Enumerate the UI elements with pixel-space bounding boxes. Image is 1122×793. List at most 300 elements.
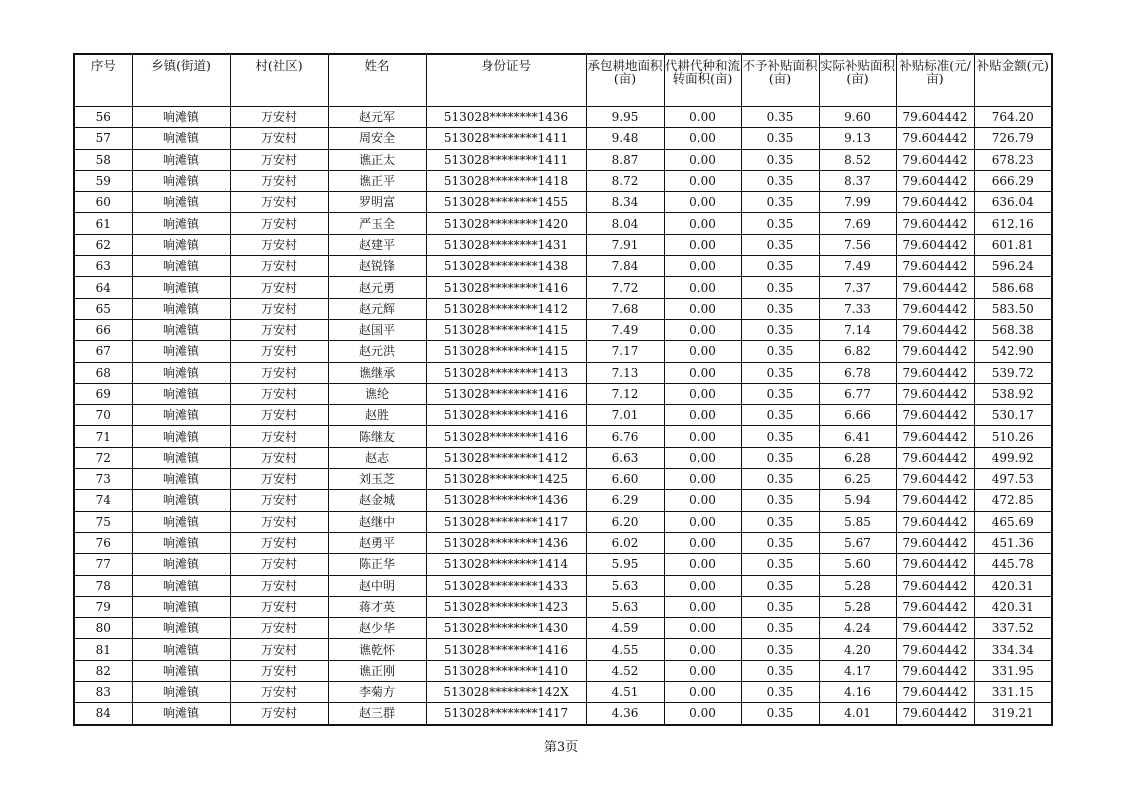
cell-col-contract-area: 7.17	[586, 341, 664, 362]
cell-col-transfer-area: 0.00	[664, 618, 741, 639]
cell-col-actual-area: 5.67	[819, 532, 896, 553]
cell-col-subsidy-amount: 538.92	[974, 383, 1052, 404]
cell-col-index: 74	[74, 490, 132, 511]
cell-col-actual-area: 4.01	[819, 703, 896, 725]
cell-col-subsidy-amount: 510.26	[974, 426, 1052, 447]
cell-col-transfer-area: 0.00	[664, 490, 741, 511]
cell-col-name: 赵志	[328, 447, 426, 468]
cell-col-name: 赵元军	[328, 107, 426, 128]
table-row	[74, 490, 1052, 511]
cell-col-actual-area: 6.25	[819, 469, 896, 490]
cell-col-town: 响滩镇	[132, 362, 230, 383]
cell-col-subsidy-amount: 678.23	[974, 149, 1052, 170]
cell-col-index: 67	[74, 341, 132, 362]
cell-col-subsidy-rate: 79.604442	[896, 575, 974, 596]
cell-col-transfer-area: 0.00	[664, 341, 741, 362]
cell-col-id-number: 513028********1420	[426, 213, 586, 234]
cell-col-index: 71	[74, 426, 132, 447]
cell-col-village: 万安村	[230, 234, 328, 255]
cell-col-id-number: 513028********1431	[426, 234, 586, 255]
cell-col-actual-area: 6.66	[819, 405, 896, 426]
cell-col-name: 谯纶	[328, 383, 426, 404]
cell-col-contract-area: 6.20	[586, 511, 664, 532]
header-col-actual-area: 实际补贴面积(亩)	[819, 54, 896, 107]
cell-col-actual-area: 4.16	[819, 682, 896, 703]
cell-col-transfer-area: 0.00	[664, 575, 741, 596]
cell-col-excluded-area: 0.35	[741, 469, 819, 490]
cell-col-transfer-area: 0.00	[664, 298, 741, 319]
cell-col-subsidy-rate: 79.604442	[896, 149, 974, 170]
cell-col-index: 77	[74, 554, 132, 575]
cell-col-village: 万安村	[230, 383, 328, 404]
cell-col-excluded-area: 0.35	[741, 107, 819, 128]
cell-col-id-number: 513028********1436	[426, 107, 586, 128]
header-col-index: 序号	[74, 54, 132, 107]
cell-col-contract-area: 4.36	[586, 703, 664, 725]
cell-col-subsidy-amount: 586.68	[974, 277, 1052, 298]
cell-col-subsidy-rate: 79.604442	[896, 703, 974, 725]
cell-col-id-number: 513028********1416	[426, 639, 586, 660]
cell-col-village: 万安村	[230, 149, 328, 170]
cell-col-town: 响滩镇	[132, 703, 230, 725]
cell-col-index: 79	[74, 596, 132, 617]
cell-col-excluded-area: 0.35	[741, 298, 819, 319]
cell-col-name: 陈继友	[328, 426, 426, 447]
cell-col-town: 响滩镇	[132, 660, 230, 681]
cell-col-contract-area: 7.49	[586, 319, 664, 340]
cell-col-subsidy-rate: 79.604442	[896, 341, 974, 362]
cell-col-name: 赵少华	[328, 618, 426, 639]
cell-col-actual-area: 6.41	[819, 426, 896, 447]
cell-col-village: 万安村	[230, 213, 328, 234]
cell-col-village: 万安村	[230, 128, 328, 149]
cell-col-contract-area: 9.48	[586, 128, 664, 149]
cell-col-name: 赵中明	[328, 575, 426, 596]
cell-col-contract-area: 6.02	[586, 532, 664, 553]
cell-col-index: 75	[74, 511, 132, 532]
cell-col-village: 万安村	[230, 511, 328, 532]
cell-col-id-number: 513028********1412	[426, 298, 586, 319]
cell-col-transfer-area: 0.00	[664, 511, 741, 532]
table-row	[74, 192, 1052, 213]
cell-col-subsidy-amount: 596.24	[974, 256, 1052, 277]
cell-col-transfer-area: 0.00	[664, 447, 741, 468]
cell-col-name: 赵勇平	[328, 532, 426, 553]
cell-col-transfer-area: 0.00	[664, 256, 741, 277]
table-row	[74, 469, 1052, 490]
cell-col-id-number: 513028********1411	[426, 128, 586, 149]
cell-col-transfer-area: 0.00	[664, 405, 741, 426]
cell-col-transfer-area: 0.00	[664, 532, 741, 553]
cell-col-index: 56	[74, 107, 132, 128]
cell-col-id-number: 513028********1455	[426, 192, 586, 213]
cell-col-town: 响滩镇	[132, 639, 230, 660]
cell-col-actual-area: 6.78	[819, 362, 896, 383]
cell-col-village: 万安村	[230, 319, 328, 340]
table-row	[74, 170, 1052, 191]
cell-col-actual-area: 7.49	[819, 256, 896, 277]
cell-col-actual-area: 4.24	[819, 618, 896, 639]
cell-col-excluded-area: 0.35	[741, 128, 819, 149]
cell-col-contract-area: 8.87	[586, 149, 664, 170]
cell-col-subsidy-amount: 465.69	[974, 511, 1052, 532]
cell-col-transfer-area: 0.00	[664, 170, 741, 191]
cell-col-subsidy-rate: 79.604442	[896, 192, 974, 213]
cell-col-subsidy-rate: 79.604442	[896, 660, 974, 681]
header-col-name: 姓名	[328, 54, 426, 107]
table-row	[74, 107, 1052, 128]
cell-col-transfer-area: 0.00	[664, 703, 741, 725]
cell-col-subsidy-amount: 499.92	[974, 447, 1052, 468]
cell-col-index: 66	[74, 319, 132, 340]
cell-col-subsidy-amount: 530.17	[974, 405, 1052, 426]
cell-col-subsidy-rate: 79.604442	[896, 469, 974, 490]
cell-col-town: 响滩镇	[132, 277, 230, 298]
table-row	[74, 277, 1052, 298]
cell-col-contract-area: 7.91	[586, 234, 664, 255]
cell-col-village: 万安村	[230, 596, 328, 617]
cell-col-town: 响滩镇	[132, 170, 230, 191]
cell-col-town: 响滩镇	[132, 128, 230, 149]
cell-col-subsidy-rate: 79.604442	[896, 618, 974, 639]
cell-col-index: 80	[74, 618, 132, 639]
cell-col-name: 李菊方	[328, 682, 426, 703]
cell-col-actual-area: 7.14	[819, 319, 896, 340]
cell-col-subsidy-rate: 79.604442	[896, 383, 974, 404]
cell-col-subsidy-rate: 79.604442	[896, 554, 974, 575]
cell-col-subsidy-amount: 568.38	[974, 319, 1052, 340]
cell-col-subsidy-rate: 79.604442	[896, 596, 974, 617]
cell-col-town: 响滩镇	[132, 192, 230, 213]
cell-col-excluded-area: 0.35	[741, 490, 819, 511]
cell-col-actual-area: 7.69	[819, 213, 896, 234]
cell-col-subsidy-amount: 612.16	[974, 213, 1052, 234]
cell-col-transfer-area: 0.00	[664, 554, 741, 575]
cell-col-contract-area: 6.29	[586, 490, 664, 511]
cell-col-town: 响滩镇	[132, 426, 230, 447]
cell-col-name: 赵锐锋	[328, 256, 426, 277]
cell-col-village: 万安村	[230, 618, 328, 639]
cell-col-subsidy-rate: 79.604442	[896, 426, 974, 447]
cell-col-actual-area: 5.28	[819, 575, 896, 596]
cell-col-subsidy-amount: 451.36	[974, 532, 1052, 553]
cell-col-contract-area: 8.04	[586, 213, 664, 234]
cell-col-index: 69	[74, 383, 132, 404]
table-row	[74, 405, 1052, 426]
cell-col-subsidy-amount: 319.21	[974, 703, 1052, 725]
cell-col-village: 万安村	[230, 298, 328, 319]
cell-col-index: 68	[74, 362, 132, 383]
table-row	[74, 298, 1052, 319]
cell-col-actual-area: 8.37	[819, 170, 896, 191]
cell-col-contract-area: 4.55	[586, 639, 664, 660]
cell-col-id-number: 513028********1416	[426, 426, 586, 447]
page-number: 第3页	[543, 740, 579, 755]
cell-col-village: 万安村	[230, 405, 328, 426]
cell-col-contract-area: 5.95	[586, 554, 664, 575]
cell-col-transfer-area: 0.00	[664, 362, 741, 383]
table-row	[74, 554, 1052, 575]
cell-col-contract-area: 5.63	[586, 575, 664, 596]
cell-col-transfer-area: 0.00	[664, 149, 741, 170]
cell-col-subsidy-rate: 79.604442	[896, 511, 974, 532]
cell-col-village: 万安村	[230, 490, 328, 511]
cell-col-excluded-area: 0.35	[741, 277, 819, 298]
cell-col-id-number: 513028********1416	[426, 277, 586, 298]
cell-col-subsidy-rate: 79.604442	[896, 213, 974, 234]
table-row	[74, 149, 1052, 170]
cell-col-subsidy-rate: 79.604442	[896, 234, 974, 255]
cell-col-name: 赵元洪	[328, 341, 426, 362]
header-col-transfer-area: 代耕代种和流转面积(亩)	[664, 54, 741, 107]
cell-col-contract-area: 8.72	[586, 170, 664, 191]
cell-col-contract-area: 7.13	[586, 362, 664, 383]
cell-col-index: 82	[74, 660, 132, 681]
cell-col-id-number: 513028********1412	[426, 447, 586, 468]
cell-col-transfer-area: 0.00	[664, 107, 741, 128]
cell-col-excluded-area: 0.35	[741, 256, 819, 277]
cell-col-village: 万安村	[230, 341, 328, 362]
cell-col-town: 响滩镇	[132, 469, 230, 490]
cell-col-transfer-area: 0.00	[664, 234, 741, 255]
cell-col-index: 84	[74, 703, 132, 725]
cell-col-village: 万安村	[230, 575, 328, 596]
table-row	[74, 447, 1052, 468]
cell-col-id-number: 513028********1436	[426, 532, 586, 553]
table-row	[74, 213, 1052, 234]
cell-col-subsidy-amount: 331.95	[974, 660, 1052, 681]
cell-col-subsidy-rate: 79.604442	[896, 447, 974, 468]
table-row	[74, 234, 1052, 255]
header-col-subsidy-rate: 补贴标准(元/亩)	[896, 54, 974, 107]
cell-col-excluded-area: 0.35	[741, 426, 819, 447]
table-row	[74, 341, 1052, 362]
cell-col-index: 60	[74, 192, 132, 213]
cell-col-id-number: 513028********1417	[426, 703, 586, 725]
cell-col-contract-area: 5.63	[586, 596, 664, 617]
cell-col-village: 万安村	[230, 277, 328, 298]
cell-col-excluded-area: 0.35	[741, 362, 819, 383]
cell-col-subsidy-amount: 445.78	[974, 554, 1052, 575]
cell-col-subsidy-rate: 79.604442	[896, 107, 974, 128]
cell-col-village: 万安村	[230, 554, 328, 575]
cell-col-index: 81	[74, 639, 132, 660]
cell-col-contract-area: 7.01	[586, 405, 664, 426]
cell-col-id-number: 513028********1430	[426, 618, 586, 639]
cell-col-name: 谯继承	[328, 362, 426, 383]
cell-col-actual-area: 9.60	[819, 107, 896, 128]
cell-col-transfer-area: 0.00	[664, 660, 741, 681]
cell-col-subsidy-rate: 79.604442	[896, 298, 974, 319]
cell-col-town: 响滩镇	[132, 383, 230, 404]
cell-col-name: 周安全	[328, 128, 426, 149]
cell-col-town: 响滩镇	[132, 447, 230, 468]
cell-col-transfer-area: 0.00	[664, 426, 741, 447]
cell-col-subsidy-amount: 420.31	[974, 596, 1052, 617]
cell-col-index: 76	[74, 532, 132, 553]
cell-col-transfer-area: 0.00	[664, 682, 741, 703]
cell-col-subsidy-amount: 666.29	[974, 170, 1052, 191]
cell-col-town: 响滩镇	[132, 618, 230, 639]
table-row	[74, 319, 1052, 340]
cell-col-id-number: 513028********1416	[426, 383, 586, 404]
table-row	[74, 256, 1052, 277]
cell-col-town: 响滩镇	[132, 596, 230, 617]
cell-col-subsidy-rate: 79.604442	[896, 170, 974, 191]
cell-col-subsidy-rate: 79.604442	[896, 405, 974, 426]
cell-col-index: 59	[74, 170, 132, 191]
cell-col-name: 谯正刚	[328, 660, 426, 681]
cell-col-transfer-area: 0.00	[664, 469, 741, 490]
table-row	[74, 511, 1052, 532]
cell-col-subsidy-rate: 79.604442	[896, 362, 974, 383]
cell-col-name: 赵金城	[328, 490, 426, 511]
cell-col-contract-area: 6.76	[586, 426, 664, 447]
cell-col-subsidy-amount: 601.81	[974, 234, 1052, 255]
cell-col-subsidy-rate: 79.604442	[896, 639, 974, 660]
cell-col-town: 响滩镇	[132, 490, 230, 511]
cell-col-id-number: 513028********1418	[426, 170, 586, 191]
cell-col-excluded-area: 0.35	[741, 511, 819, 532]
cell-col-actual-area: 4.17	[819, 660, 896, 681]
cell-col-town: 响滩镇	[132, 107, 230, 128]
cell-col-index: 63	[74, 256, 132, 277]
cell-col-id-number: 513028********1433	[426, 575, 586, 596]
table-row	[74, 703, 1052, 725]
cell-col-village: 万安村	[230, 703, 328, 725]
cell-col-excluded-area: 0.35	[741, 341, 819, 362]
cell-col-village: 万安村	[230, 639, 328, 660]
cell-col-index: 58	[74, 149, 132, 170]
cell-col-index: 78	[74, 575, 132, 596]
cell-col-subsidy-rate: 79.604442	[896, 256, 974, 277]
table-row	[74, 362, 1052, 383]
cell-col-actual-area: 5.85	[819, 511, 896, 532]
cell-col-subsidy-amount: 420.31	[974, 575, 1052, 596]
cell-col-name: 赵建平	[328, 234, 426, 255]
cell-col-index: 62	[74, 234, 132, 255]
cell-col-excluded-area: 0.35	[741, 149, 819, 170]
cell-col-village: 万安村	[230, 362, 328, 383]
cell-col-village: 万安村	[230, 426, 328, 447]
header-row	[74, 54, 1052, 107]
table-row	[74, 618, 1052, 639]
cell-col-id-number: 513028********1436	[426, 490, 586, 511]
cell-col-excluded-area: 0.35	[741, 319, 819, 340]
cell-col-subsidy-amount: 583.50	[974, 298, 1052, 319]
cell-col-town: 响滩镇	[132, 298, 230, 319]
cell-col-id-number: 513028********1413	[426, 362, 586, 383]
cell-col-contract-area: 7.68	[586, 298, 664, 319]
cell-col-id-number: 513028********1416	[426, 405, 586, 426]
cell-col-subsidy-amount: 334.34	[974, 639, 1052, 660]
table-body	[74, 107, 1052, 725]
table-row	[74, 383, 1052, 404]
cell-col-excluded-area: 0.35	[741, 660, 819, 681]
cell-col-village: 万安村	[230, 532, 328, 553]
table-row	[74, 682, 1052, 703]
cell-col-index: 57	[74, 128, 132, 149]
cell-col-contract-area: 4.59	[586, 618, 664, 639]
cell-col-transfer-area: 0.00	[664, 277, 741, 298]
cell-col-actual-area: 7.56	[819, 234, 896, 255]
cell-col-subsidy-amount: 337.52	[974, 618, 1052, 639]
cell-col-transfer-area: 0.00	[664, 383, 741, 404]
cell-col-index: 70	[74, 405, 132, 426]
cell-col-town: 响滩镇	[132, 575, 230, 596]
header-col-town: 乡镇(街道)	[132, 54, 230, 107]
cell-col-subsidy-rate: 79.604442	[896, 682, 974, 703]
cell-col-contract-area: 6.63	[586, 447, 664, 468]
cell-col-subsidy-amount: 497.53	[974, 469, 1052, 490]
cell-col-subsidy-amount: 636.04	[974, 192, 1052, 213]
cell-col-contract-area: 7.12	[586, 383, 664, 404]
header-col-excluded-area: 不予补贴面积(亩)	[741, 54, 819, 107]
cell-col-actual-area: 6.77	[819, 383, 896, 404]
cell-col-name: 蒋才英	[328, 596, 426, 617]
cell-col-excluded-area: 0.35	[741, 405, 819, 426]
cell-col-excluded-area: 0.35	[741, 170, 819, 191]
cell-col-actual-area: 8.52	[819, 149, 896, 170]
cell-col-name: 赵元勇	[328, 277, 426, 298]
cell-col-town: 响滩镇	[132, 405, 230, 426]
cell-col-index: 72	[74, 447, 132, 468]
cell-col-id-number: 513028********1415	[426, 319, 586, 340]
cell-col-index: 64	[74, 277, 132, 298]
cell-col-actual-area: 7.37	[819, 277, 896, 298]
cell-col-contract-area: 7.72	[586, 277, 664, 298]
table-row	[74, 660, 1052, 681]
cell-col-contract-area: 9.95	[586, 107, 664, 128]
cell-col-contract-area: 8.34	[586, 192, 664, 213]
cell-col-name: 赵胜	[328, 405, 426, 426]
cell-col-actual-area: 5.60	[819, 554, 896, 575]
cell-col-actual-area: 7.33	[819, 298, 896, 319]
cell-col-id-number: 513028********1410	[426, 660, 586, 681]
cell-col-actual-area: 6.82	[819, 341, 896, 362]
cell-col-town: 响滩镇	[132, 256, 230, 277]
cell-col-village: 万安村	[230, 107, 328, 128]
cell-col-actual-area: 5.28	[819, 596, 896, 617]
cell-col-subsidy-rate: 79.604442	[896, 277, 974, 298]
cell-col-name: 赵国平	[328, 319, 426, 340]
cell-col-town: 响滩镇	[132, 532, 230, 553]
cell-col-name: 陈正华	[328, 554, 426, 575]
cell-col-name: 赵元辉	[328, 298, 426, 319]
cell-col-index: 65	[74, 298, 132, 319]
cell-col-id-number: 513028********1415	[426, 341, 586, 362]
cell-col-town: 响滩镇	[132, 682, 230, 703]
cell-col-id-number: 513028********1411	[426, 149, 586, 170]
cell-col-village: 万安村	[230, 170, 328, 191]
cell-col-excluded-area: 0.35	[741, 447, 819, 468]
table-row	[74, 128, 1052, 149]
cell-col-index: 83	[74, 682, 132, 703]
cell-col-excluded-area: 0.35	[741, 554, 819, 575]
cell-col-id-number: 513028********1417	[426, 511, 586, 532]
cell-col-excluded-area: 0.35	[741, 639, 819, 660]
cell-col-transfer-area: 0.00	[664, 128, 741, 149]
table-row	[74, 426, 1052, 447]
cell-col-name: 赵三群	[328, 703, 426, 725]
cell-col-contract-area: 4.52	[586, 660, 664, 681]
cell-col-subsidy-amount: 764.20	[974, 107, 1052, 128]
header-col-id-number: 身份证号	[426, 54, 586, 107]
cell-col-town: 响滩镇	[132, 511, 230, 532]
cell-col-actual-area: 6.28	[819, 447, 896, 468]
cell-col-actual-area: 9.13	[819, 128, 896, 149]
cell-col-actual-area: 7.99	[819, 192, 896, 213]
